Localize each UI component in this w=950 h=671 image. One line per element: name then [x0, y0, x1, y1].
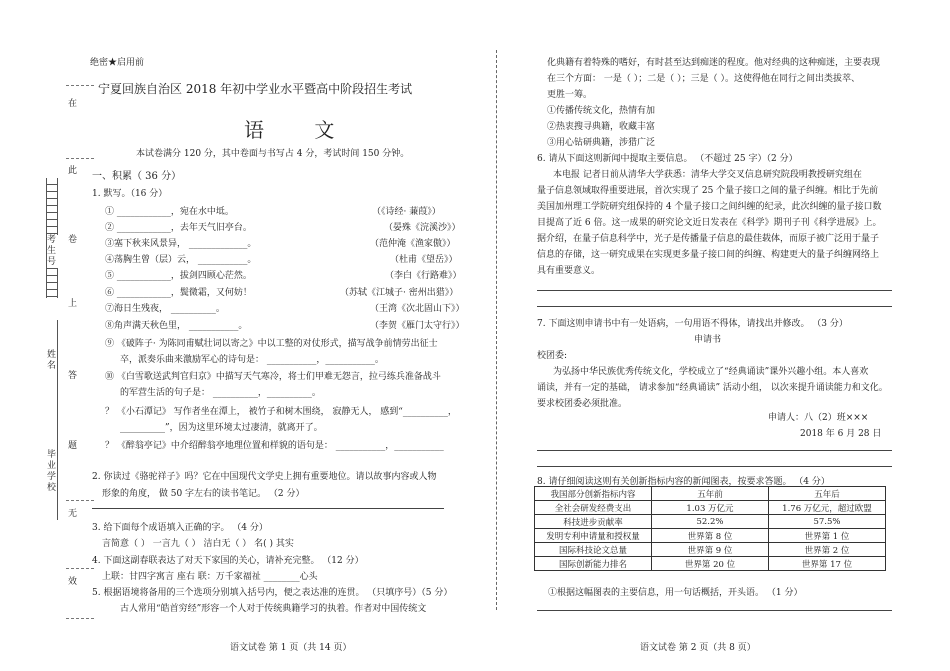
- option: ③用心钻研典籍，涉猎广泛: [547, 138, 656, 148]
- page-footer: 语文试卷 第 1 页（共 14 页）: [230, 643, 352, 653]
- option: ①传播传统文化，热情有加: [547, 106, 656, 116]
- table-header-row: [535, 487, 886, 501]
- text-line: 在三个方面： 一是（ ）；二是（ ）；三是（ ）。这使得他在同行之间出类拔萃、: [547, 74, 860, 84]
- application-line: 为弘扬中华民族优秀传统文化，学校成立了“经典诵读”课外兴趣小组。本人喜欢: [553, 367, 869, 377]
- table-cell: 科技进步贡献率: [535, 515, 652, 529]
- table-cell: 世界第 20 位: [652, 557, 769, 571]
- table-cell: 1.03 万亿元: [652, 501, 769, 515]
- table-row: [535, 557, 886, 571]
- table-cell: 1.76 万亿元，超过欧盟: [769, 501, 886, 515]
- poem-line: ⑥ ____________，鬓微霜，又何妨！: [105, 288, 252, 298]
- page-divider: [496, 50, 497, 610]
- poem-source: （杜甫《望岳》）: [390, 255, 458, 265]
- application-line: 要求校团委必须批准。: [537, 399, 628, 409]
- question-text: ⑨ 《破阵子· 为陈同甫赋壮词以寄之》中以工整的对仗形式，描写战争前情劳出征士: [105, 339, 438, 349]
- question-7: 7. 下面这则申请书中有一处语病，一句用语不得体，请找出并修改。 （3 分）: [537, 319, 848, 329]
- question-6: 6. 请从下面这则新闻中提取主要信息。 （不超过 25 字）（2 分）: [537, 154, 798, 164]
- table-cell: 全社会研发经费支出: [535, 501, 652, 515]
- poem-source: （《诗经· 蒹葭》）: [372, 207, 441, 217]
- side-char: 效: [68, 577, 78, 587]
- table-header: 五年前: [652, 487, 769, 501]
- application-signature: 申请人：八（2）班×××: [768, 413, 869, 423]
- answer-line[interactable]: [537, 610, 892, 611]
- answer-line[interactable]: [92, 508, 444, 509]
- application-line: 诵读，并有一定的基础， 请求参加“经典诵读” 活动小组， 以次来提升诵读能力和文化。: [537, 383, 888, 393]
- application-to: 校团委:: [537, 351, 568, 361]
- table-cell: 世界第 17 位: [769, 557, 886, 571]
- table-header: 五年后: [769, 487, 886, 501]
- poem-line: ⑤ ____________，拔剑四顾心茫然。: [105, 271, 252, 281]
- couplet-blanks: 上联：甘四字寓言 座右 联：万千家福祉 ________心头: [102, 572, 318, 582]
- page-footer: 语文试卷 第 2 页（共 8 页）: [640, 643, 756, 653]
- idiom-blanks: 言简意（ ） 一言九（ ） 洁白无（ ） 名( ) 其实: [102, 539, 294, 549]
- news-line: 据介绍，在量子信息科学中，光子是传播量子信息的最佳载体，而原子被广泛用于量子: [537, 234, 880, 244]
- poem-source: （李白《行路难》）: [385, 271, 462, 281]
- news-line: 量子信息领域取得重要进展，首次实现了 25 个量子接口之间的量子纠缠。相比于先前: [537, 186, 879, 196]
- poem-line: ⑦海日生残夜， __________。: [105, 304, 225, 314]
- answer-line[interactable]: [537, 290, 892, 291]
- table-cell: 57.5%: [769, 515, 886, 529]
- poem-source: （晏殊《浣溪沙》）: [384, 223, 461, 233]
- side-char: 上: [68, 299, 78, 309]
- exam-instructions: 本试卷满分 120 分，其中卷面与书写占 4 分，考试时间 150 分钟。: [136, 149, 410, 159]
- table-cell: 发明专利申请量和授权量: [535, 529, 652, 543]
- text-line: 更胜一筹。: [547, 90, 593, 100]
- table-header: 我国部分创新指标内容: [535, 487, 652, 501]
- side-char: 答: [68, 371, 78, 381]
- poem-source: （范仲淹《渔家傲》）: [370, 239, 456, 249]
- table-cell: 52.2%: [652, 515, 769, 529]
- question-2-cont: 形象的角度， 做 50 字左右的读书笔记。 （2 分）: [102, 489, 305, 499]
- poem-source: （李贺《雁门太守行》）: [370, 321, 465, 331]
- side-char: 无: [68, 509, 78, 519]
- question-2: 2. 你读过《骆驼祥子》吗？它在中国现代文学史上拥有重要地位。请以故事内容或人物: [92, 472, 437, 482]
- question-text: ？ 《醉翁亭记》中介绍醉翁亭地理位置和样貌的语句是： ___________，___________: [105, 441, 444, 451]
- table-row: [535, 529, 886, 543]
- section-heading: 一、积累（ 36 分）: [92, 171, 182, 182]
- data-table: [534, 486, 886, 571]
- question-3: 3. 给下面每个成语填入正确的字。 （4 分）: [92, 523, 268, 533]
- side-char: 题: [68, 441, 78, 451]
- question-text: ⑩ 《白雪歌送武判官归京》中描写天气寒冷，将士们甲难无怨言，拉弓练兵准备战斗: [105, 372, 441, 382]
- page-title: 语 文: [244, 118, 357, 142]
- table-cell: 国际科技论文总量: [535, 543, 652, 557]
- side-char: 在: [68, 99, 78, 109]
- question-5: 5. 根据语境将备用的三个选项分别填入括号内，便之表达准的连贯。 （只填序号）（5 分）: [92, 588, 453, 598]
- question-5-cont: 古人常用“皓首穷经”形容一个人对于传统典籍学习的执着。作者对中国传统文: [120, 604, 427, 614]
- poem-line: ③塞下秋来风景异， _____________。: [105, 239, 257, 249]
- answer-line[interactable]: [537, 450, 892, 451]
- name-line: [57, 320, 58, 520]
- application-title: 申请书: [694, 335, 722, 345]
- answer-line[interactable]: [537, 466, 892, 467]
- student-id-label: 考生号: [47, 235, 59, 268]
- question-8-sub: ①根据这幅图表的主要信息，用一句话概括，开头语。 （1 分）: [548, 588, 803, 598]
- question-text: __________”，因为这里环境太过凄清，就离开了。: [120, 423, 323, 433]
- exam-title: 宁夏回族自治区 2018 年初中学业水平暨高中阶段招生考试: [98, 82, 413, 96]
- table-row: [535, 515, 886, 529]
- table-cell: 世界第 2 位: [769, 543, 886, 557]
- news-line: 本电报 记者日前从清华大学获悉：清华大学交叉信息研究院段明教授研究组在: [553, 170, 862, 180]
- table-row: [535, 501, 886, 515]
- table-cell: 世界第 1 位: [769, 529, 886, 543]
- school-label: 毕业学校: [47, 450, 59, 494]
- news-line: 目提高了近 6 倍。这一成果的研究论文近日发表在《科学》期刊子刊《科学进展》上。: [537, 218, 882, 228]
- question-8: 8. 请仔细阅读这则有关创新指标内容的新闻图表，按要求答题。 （4 分）: [537, 477, 830, 487]
- side-char: 卷: [68, 235, 78, 245]
- news-line: 具有重要意义。: [537, 266, 601, 276]
- question-4: 4. 下面这副春联表达了对天下家国的关心，请补充完整。 （12 分）: [92, 556, 364, 566]
- table-cell: 世界第 9 位: [652, 543, 769, 557]
- news-line: 信息的存储，这一研究成果在实现更多量子接口间的纠缠、构建更大的量子纠缠网络上: [537, 250, 880, 260]
- application-date: 2018 年 6 月 28 日: [800, 429, 882, 439]
- table-cell: 世界第 8 位: [652, 529, 769, 543]
- poem-line: ② ____________，去年天气旧亭台。: [105, 223, 252, 233]
- table-cell: 国际创新能力排名: [535, 557, 652, 571]
- side-char: 此: [68, 166, 78, 176]
- table-row: [535, 543, 886, 557]
- question-text: ？ 《小石潭记》 写作者坐在潭上， 被竹子和树木围绕， 寂静无人， 感到“__________，: [105, 407, 457, 417]
- question-text: 卒，派奏乐曲来激励军心的诗句是： ___________，___________。: [120, 355, 384, 365]
- name-label: 姓名: [47, 350, 59, 372]
- secret-label: 绝密★启用前: [90, 58, 145, 68]
- question-1: 1. 默写。（16 分）: [92, 189, 168, 199]
- poem-line: ④荡胸生曾（层）云， ___________。: [105, 255, 257, 265]
- poem-line: ⑧角声满天秋色里， ___________。: [105, 321, 248, 331]
- news-line: 美国加州理工学院研究组保持的 4 个量子接口之间纠缠的纪录，此次纠缠的量子接口数: [537, 202, 882, 212]
- poem-source: （王湾《次北固山下》）: [370, 304, 465, 314]
- text-line: 化典籍有着特殊的嗜好，有时甚至达到痴迷的程度。他对经典的这种痴迷，主要表现: [547, 58, 881, 68]
- answer-line[interactable]: [537, 306, 892, 307]
- poem-source: （苏轼《江城子· 密州出猎》）: [340, 288, 459, 298]
- poem-line: ① ____________，宛在水中坻。: [105, 207, 234, 217]
- question-text: 的军营生活的句子是： __________，__________。: [120, 388, 321, 398]
- option: ②热衷搜寻典籍，收藏丰富: [547, 122, 656, 132]
